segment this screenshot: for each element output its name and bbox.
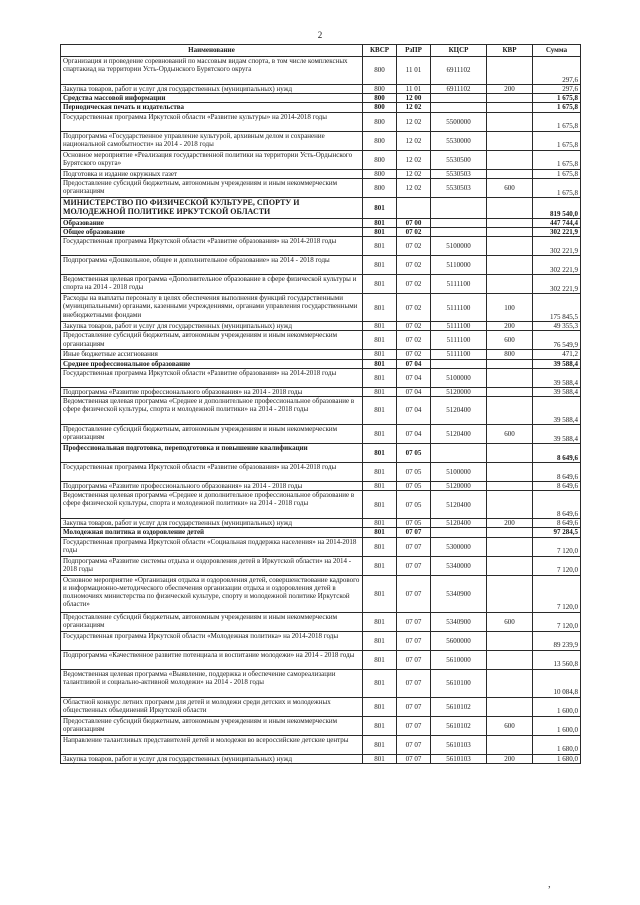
row-kcsr: 5340900 xyxy=(431,575,487,612)
row-rzpr: 07 07 xyxy=(397,631,431,650)
row-rzpr: 12 02 xyxy=(397,169,431,178)
row-name: Подпрограмма «Развитие профессионального образования» на 2014 - 2018 годы xyxy=(61,482,363,491)
row-name: Общее образование xyxy=(61,228,363,237)
row-name: Организация и проведение соревнований по массовым видам спорта, в том числе комплексных спартакиад на территории Усть-Ордынского Бурятского округа xyxy=(61,57,363,85)
row-rzpr: 11 01 xyxy=(397,85,431,94)
row-name: Подпрограмма «Развитие профессионального образования» на 2014 - 2018 годы xyxy=(61,387,363,396)
row-rzpr: 07 05 xyxy=(397,444,431,463)
row-kvsr: 801 xyxy=(363,716,397,735)
row-kvr xyxy=(487,387,533,396)
row-kcsr: 5100000 xyxy=(431,368,487,387)
table-row xyxy=(61,169,581,178)
row-kcsr: 5300000 xyxy=(431,537,487,556)
row-name: Основное мероприятие «Организация отдыха и оздоровления детей, совершенствование кадрового и информационно-методического обеспечения организации отдыха и оздоровления детей в полномочиях министерства по физической культуре, спорту и молодежной политике Иркутской области» xyxy=(61,575,363,612)
table-row xyxy=(61,575,581,612)
row-kvr xyxy=(487,444,533,463)
row-kvr xyxy=(487,631,533,650)
row-name: Периодическая печать и издательства xyxy=(61,103,363,112)
row-sum: 1 675,8 xyxy=(533,150,581,169)
row-kvr: 600 xyxy=(487,612,533,631)
row-name: Предоставление субсидий бюджетным, автономным учреждениям и иным некоммерческим организациям xyxy=(61,331,363,350)
row-name: Государственная программа Иркутской области «Развитие образования» на 2014-2018 годы xyxy=(61,368,363,387)
row-kcsr: 5120400 xyxy=(431,491,487,519)
row-kvr: 600 xyxy=(487,425,533,444)
row-sum: 471,2 xyxy=(533,350,581,359)
row-kcsr: 5111100 xyxy=(431,294,487,322)
row-kvr xyxy=(487,735,533,754)
row-kvr xyxy=(487,197,533,218)
row-name: Средства массовой информации xyxy=(61,94,363,103)
table-row xyxy=(61,463,581,482)
row-kvsr: 800 xyxy=(363,178,397,197)
row-name: Образование xyxy=(61,218,363,227)
scan-mark: , xyxy=(548,878,551,890)
row-sum: 175 845,5 xyxy=(533,294,581,322)
row-sum: 89 239,9 xyxy=(533,631,581,650)
row-sum: 1 675,8 xyxy=(533,169,581,178)
row-rzpr: 07 02 xyxy=(397,237,431,256)
table-row xyxy=(61,397,581,425)
table-row xyxy=(61,85,581,94)
row-rzpr: 07 05 xyxy=(397,463,431,482)
row-rzpr: 07 07 xyxy=(397,537,431,556)
row-name: Основное мероприятие «Реализация государственной политики на территории Усть-Ордынского Бурятского округа» xyxy=(61,150,363,169)
table-row xyxy=(61,94,581,103)
row-rzpr: 07 04 xyxy=(397,359,431,368)
row-kvr xyxy=(487,650,533,669)
row-rzpr: 07 04 xyxy=(397,397,431,425)
row-kvr xyxy=(487,275,533,294)
row-kvsr: 801 xyxy=(363,368,397,387)
row-rzpr: 12 00 xyxy=(397,94,431,103)
row-kvsr: 801 xyxy=(363,359,397,368)
table-row xyxy=(61,131,581,150)
table-body xyxy=(61,57,581,764)
row-rzpr xyxy=(397,197,431,218)
row-rzpr: 07 02 xyxy=(397,275,431,294)
row-kvsr: 801 xyxy=(363,275,397,294)
row-rzpr: 07 00 xyxy=(397,218,431,227)
row-kcsr: 5530000 xyxy=(431,131,487,150)
row-kvsr: 801 xyxy=(363,444,397,463)
page-number: 2 xyxy=(317,30,323,40)
row-rzpr: 12 02 xyxy=(397,103,431,112)
row-kvr: 100 xyxy=(487,294,533,322)
table-row xyxy=(61,482,581,491)
row-kcsr: 5610000 xyxy=(431,650,487,669)
row-sum: 7 120,0 xyxy=(533,612,581,631)
row-kcsr: 6911102 xyxy=(431,57,487,85)
row-name: Подпрограмма «Государственное управление культурой, архивным делом и сохранение национальной самобытности» на 2014 - 2018 годы xyxy=(61,131,363,150)
row-sum: 302 221,9 xyxy=(533,237,581,256)
row-kcsr xyxy=(431,359,487,368)
row-kvr xyxy=(487,556,533,575)
row-sum: 39 588,4 xyxy=(533,368,581,387)
row-name: Государственная программа Иркутской области «Развитие образования» на 2014-2018 годы xyxy=(61,463,363,482)
row-kcsr: 5100000 xyxy=(431,237,487,256)
row-kvsr: 801 xyxy=(363,331,397,350)
row-name: Предоставление субсидий бюджетным, автономным учреждениям и иным некоммерческим организациям xyxy=(61,425,363,444)
header-name: Наименование xyxy=(61,45,363,57)
row-kvr xyxy=(487,537,533,556)
table-header-row xyxy=(61,45,581,57)
row-kcsr xyxy=(431,197,487,218)
row-kcsr: 5610102 xyxy=(431,697,487,716)
row-name: Расходы на выплаты персоналу в целях обеспечения выполнения функций государственными (муниципальными) органами, казенными учреждениями, органами управления государственными внебюджетными фондами xyxy=(61,294,363,322)
row-name: Ведомственная целевая программа «Среднее и дополнительное профессиональное образование в сфере физической культуры, спорта и молодежной политики» на 2014 - 2018 годы xyxy=(61,397,363,425)
row-kcsr: 5100000 xyxy=(431,463,487,482)
row-name: Предоставление субсидий бюджетным, автономным учреждениям и иным некоммерческим организациям xyxy=(61,716,363,735)
row-kvsr: 801 xyxy=(363,528,397,537)
row-kvsr: 801 xyxy=(363,387,397,396)
table-row xyxy=(61,491,581,519)
table-row xyxy=(61,631,581,650)
row-rzpr: 07 05 xyxy=(397,482,431,491)
row-rzpr: 12 02 xyxy=(397,112,431,131)
row-kvsr: 800 xyxy=(363,169,397,178)
row-kcsr xyxy=(431,103,487,112)
row-kvr: 200 xyxy=(487,754,533,763)
row-sum: 1 680,0 xyxy=(533,735,581,754)
row-rzpr: 12 02 xyxy=(397,178,431,197)
row-name: Ведомственная целевая программа «Дополнительное образование в сфере физической культуры и спорта на 2014 - 2018 годы xyxy=(61,275,363,294)
row-sum: 8 649,6 xyxy=(533,519,581,528)
row-name: Государственная программа Иркутской области «Развитие культуры» на 2014-2018 годы xyxy=(61,112,363,131)
row-kcsr: 5610100 xyxy=(431,669,487,697)
header-sum: Сумма xyxy=(533,45,581,57)
table-row xyxy=(61,57,581,85)
row-sum: 1 675,8 xyxy=(533,112,581,131)
row-name: Предоставление субсидий бюджетным, автономным учреждениям и иным некоммерческим организациям xyxy=(61,178,363,197)
row-rzpr: 07 04 xyxy=(397,368,431,387)
row-sum: 39 588,4 xyxy=(533,359,581,368)
row-sum: 39 588,4 xyxy=(533,397,581,425)
table-row xyxy=(61,716,581,735)
table-row xyxy=(61,528,581,537)
row-rzpr: 07 07 xyxy=(397,650,431,669)
row-kvsr: 800 xyxy=(363,94,397,103)
row-kvsr: 801 xyxy=(363,754,397,763)
row-sum: 49 355,3 xyxy=(533,322,581,331)
row-name: Направление талантливых представителей детей и молодежи во всероссийские детские центры xyxy=(61,735,363,754)
row-name: Ведомственная целевая программа «Выявление, поддержка и обеспечение самореализации талантливой и социально-активной молодежи» на 2014 - 2018 годы xyxy=(61,669,363,697)
row-name: Подпрограмма «Развитие системы отдыха и оздоровления детей в Иркутской области» на 2014 - 2018 годы xyxy=(61,556,363,575)
row-kvr: 800 xyxy=(487,350,533,359)
row-kvsr: 800 xyxy=(363,131,397,150)
row-kvsr: 800 xyxy=(363,103,397,112)
row-sum: 302 221,9 xyxy=(533,228,581,237)
row-name: Закупка товаров, работ и услуг для государственных (муниципальных) нужд xyxy=(61,754,363,763)
row-kvsr: 801 xyxy=(363,537,397,556)
row-kvr xyxy=(487,697,533,716)
table-row xyxy=(61,669,581,697)
row-rzpr: 07 07 xyxy=(397,735,431,754)
row-kvsr: 801 xyxy=(363,612,397,631)
table-row xyxy=(61,387,581,396)
row-rzpr: 07 04 xyxy=(397,387,431,396)
row-kvr xyxy=(487,94,533,103)
row-rzpr: 07 07 xyxy=(397,697,431,716)
table-row xyxy=(61,754,581,763)
row-rzpr: 07 07 xyxy=(397,754,431,763)
row-kcsr: 5500000 xyxy=(431,112,487,131)
row-rzpr: 07 02 xyxy=(397,322,431,331)
row-sum: 8 649,6 xyxy=(533,491,581,519)
row-kvsr: 801 xyxy=(363,556,397,575)
row-rzpr: 07 07 xyxy=(397,716,431,735)
row-sum: 1 675,8 xyxy=(533,178,581,197)
row-kvsr: 801 xyxy=(363,463,397,482)
row-kvr xyxy=(487,103,533,112)
row-sum: 1 675,8 xyxy=(533,103,581,112)
row-kvsr: 801 xyxy=(363,237,397,256)
table-row xyxy=(61,178,581,197)
table-row xyxy=(61,697,581,716)
table-row xyxy=(61,112,581,131)
row-kcsr: 5120400 xyxy=(431,397,487,425)
row-name: Среднее профессиональное образование xyxy=(61,359,363,368)
row-kcsr: 5120400 xyxy=(431,519,487,528)
row-kcsr: 5530500 xyxy=(431,150,487,169)
row-kvsr: 800 xyxy=(363,150,397,169)
row-kvr xyxy=(487,169,533,178)
row-rzpr: 12 02 xyxy=(397,131,431,150)
row-kcsr: 5120000 xyxy=(431,482,487,491)
row-rzpr: 07 02 xyxy=(397,350,431,359)
row-kcsr xyxy=(431,528,487,537)
row-name: Закупка товаров, работ и услуг для государственных (муниципальных) нужд xyxy=(61,322,363,331)
row-name: Иные бюджетные ассигнования xyxy=(61,350,363,359)
table-row xyxy=(61,612,581,631)
row-sum: 13 560,8 xyxy=(533,650,581,669)
row-kvsr: 801 xyxy=(363,519,397,528)
row-kvr: 600 xyxy=(487,716,533,735)
row-sum: 447 744,4 xyxy=(533,218,581,227)
row-kvr xyxy=(487,218,533,227)
row-kvsr: 800 xyxy=(363,57,397,85)
table-row xyxy=(61,218,581,227)
row-name: Предоставление субсидий бюджетным, автономным учреждениям и иным некоммерческим организациям xyxy=(61,612,363,631)
row-kvr: 200 xyxy=(487,322,533,331)
row-kvsr: 801 xyxy=(363,575,397,612)
row-name: Подготовка и издание окружных газет xyxy=(61,169,363,178)
row-kvr xyxy=(487,150,533,169)
table-row xyxy=(61,103,581,112)
row-kvr: 600 xyxy=(487,178,533,197)
table-row xyxy=(61,537,581,556)
row-kcsr: 5110000 xyxy=(431,256,487,275)
row-kvr xyxy=(487,237,533,256)
row-kvr xyxy=(487,463,533,482)
table-row xyxy=(61,359,581,368)
row-kvsr: 801 xyxy=(363,697,397,716)
row-name: Подпрограмма «Дошкольное, общее и дополнительное образование» на 2014 - 2018 годы xyxy=(61,256,363,275)
row-sum: 97 284,5 xyxy=(533,528,581,537)
table-row xyxy=(61,228,581,237)
table-row xyxy=(61,444,581,463)
table-row xyxy=(61,556,581,575)
row-name: Областной конкурс летних программ для детей и молодежи среди детских и молодежных общественных объединений Иркутской области xyxy=(61,697,363,716)
row-rzpr: 07 07 xyxy=(397,575,431,612)
row-rzpr: 07 02 xyxy=(397,256,431,275)
table-row xyxy=(61,519,581,528)
row-sum: 7 120,0 xyxy=(533,556,581,575)
row-name: Государственная программа Иркутской области «Молодежная политика» на 2014-2018 годы xyxy=(61,631,363,650)
row-kvr xyxy=(487,528,533,537)
row-kcsr xyxy=(431,94,487,103)
row-kcsr: 5111100 xyxy=(431,331,487,350)
row-rzpr: 07 02 xyxy=(397,294,431,322)
row-sum: 1 600,0 xyxy=(533,697,581,716)
row-name: Молодежная политика и оздоровление детей xyxy=(61,528,363,537)
table-row xyxy=(61,425,581,444)
row-kvr xyxy=(487,228,533,237)
table-row xyxy=(61,197,581,218)
row-kcsr xyxy=(431,444,487,463)
row-kvsr: 801 xyxy=(363,491,397,519)
row-kcsr: 5610103 xyxy=(431,735,487,754)
row-kcsr: 5111100 xyxy=(431,275,487,294)
row-rzpr: 07 07 xyxy=(397,556,431,575)
row-kvsr: 801 xyxy=(363,425,397,444)
row-kvr xyxy=(487,57,533,85)
row-rzpr: 07 02 xyxy=(397,228,431,237)
row-kvsr: 800 xyxy=(363,85,397,94)
row-kvsr: 801 xyxy=(363,218,397,227)
row-kvsr: 801 xyxy=(363,669,397,697)
row-sum: 8 649,6 xyxy=(533,463,581,482)
row-kcsr: 5600000 xyxy=(431,631,487,650)
row-kvsr: 801 xyxy=(363,228,397,237)
row-kvr xyxy=(487,368,533,387)
row-kvsr: 801 xyxy=(363,735,397,754)
row-sum: 1 680,0 xyxy=(533,754,581,763)
row-sum: 39 588,4 xyxy=(533,425,581,444)
row-kvr xyxy=(487,575,533,612)
table-row xyxy=(61,350,581,359)
row-kvr xyxy=(487,669,533,697)
row-rzpr: 07 05 xyxy=(397,491,431,519)
row-kcsr xyxy=(431,228,487,237)
row-kvsr: 800 xyxy=(363,112,397,131)
row-sum: 8 649,6 xyxy=(533,482,581,491)
row-sum: 10 084,8 xyxy=(533,669,581,697)
row-name: Подпрограмма «Качественное развитие потенциала и воспитание молодежи» на 2014 - 2018 годы xyxy=(61,650,363,669)
table-row xyxy=(61,150,581,169)
row-kvr xyxy=(487,397,533,425)
table-row xyxy=(61,331,581,350)
table-row xyxy=(61,294,581,322)
row-sum: 302 221,9 xyxy=(533,256,581,275)
row-name: Профессиональная подготовка, переподготовка и повышение квалификации xyxy=(61,444,363,463)
row-sum: 297,6 xyxy=(533,57,581,85)
row-kcsr: 5111100 xyxy=(431,350,487,359)
row-kcsr: 5111100 xyxy=(431,322,487,331)
row-kcsr: 6911102 xyxy=(431,85,487,94)
budget-table xyxy=(60,44,581,764)
row-kvr xyxy=(487,491,533,519)
row-sum: 8 649,6 xyxy=(533,444,581,463)
row-name: Закупка товаров, работ и услуг для государственных (муниципальных) нужд xyxy=(61,85,363,94)
row-sum: 1 675,8 xyxy=(533,94,581,103)
row-kcsr xyxy=(431,218,487,227)
row-rzpr: 07 07 xyxy=(397,528,431,537)
row-kvsr: 801 xyxy=(363,397,397,425)
row-kcsr: 5340000 xyxy=(431,556,487,575)
row-kvsr: 801 xyxy=(363,631,397,650)
table-row xyxy=(61,322,581,331)
row-sum: 7 120,0 xyxy=(533,575,581,612)
table-row xyxy=(61,275,581,294)
row-name: МИНИСТЕРСТВО ПО ФИЗИЧЕСКОЙ КУЛЬТУРЕ, СПОРТУ И МОЛОДЕЖНОЙ ПОЛИТИКЕ ИРКУТСКОЙ ОБЛАСТИ xyxy=(61,197,363,218)
row-kcsr: 5120400 xyxy=(431,425,487,444)
row-kcsr: 5120000 xyxy=(431,387,487,396)
row-sum: 76 549,9 xyxy=(533,331,581,350)
row-name: Закупка товаров, работ и услуг для государственных (муниципальных) нужд xyxy=(61,519,363,528)
row-rzpr: 07 07 xyxy=(397,612,431,631)
table-row xyxy=(61,237,581,256)
row-sum: 39 588,4 xyxy=(533,387,581,396)
row-rzpr: 07 04 xyxy=(397,425,431,444)
row-sum: 297,6 xyxy=(533,85,581,94)
row-kvsr: 801 xyxy=(363,197,397,218)
row-kvsr: 801 xyxy=(363,482,397,491)
row-kvsr: 801 xyxy=(363,256,397,275)
row-name: Государственная программа Иркутской области «Развитие образования» на 2014-2018 годы xyxy=(61,237,363,256)
budget-table-container xyxy=(60,44,580,764)
row-kvr xyxy=(487,112,533,131)
table-row xyxy=(61,368,581,387)
row-kcsr: 5610102 xyxy=(431,716,487,735)
row-kvsr: 801 xyxy=(363,322,397,331)
row-kvsr: 801 xyxy=(363,350,397,359)
row-sum: 1 600,0 xyxy=(533,716,581,735)
row-kvr xyxy=(487,131,533,150)
header-kcsr: КЦСР xyxy=(431,45,487,57)
row-sum: 302 221,9 xyxy=(533,275,581,294)
row-sum: 819 540,0 xyxy=(533,197,581,218)
row-kvr: 200 xyxy=(487,85,533,94)
row-rzpr: 12 02 xyxy=(397,150,431,169)
table-row xyxy=(61,256,581,275)
row-kvr xyxy=(487,359,533,368)
table-row xyxy=(61,735,581,754)
row-rzpr: 07 05 xyxy=(397,519,431,528)
row-name: Государственная программа Иркутской области «Социальная поддержка населения» на 2014-2018 годы xyxy=(61,537,363,556)
row-kvr: 600 xyxy=(487,331,533,350)
row-kvr: 200 xyxy=(487,519,533,528)
row-kvr xyxy=(487,482,533,491)
row-kcsr: 5530503 xyxy=(431,178,487,197)
row-kvsr: 801 xyxy=(363,650,397,669)
row-kvr xyxy=(487,256,533,275)
table-row xyxy=(61,650,581,669)
row-kcsr: 5610103 xyxy=(431,754,487,763)
row-rzpr: 07 07 xyxy=(397,669,431,697)
row-kcsr: 5530503 xyxy=(431,169,487,178)
row-rzpr: 07 02 xyxy=(397,331,431,350)
header-kvsr: КВСР xyxy=(363,45,397,57)
row-sum: 7 120,0 xyxy=(533,537,581,556)
header-kvr: КВР xyxy=(487,45,533,57)
row-kvsr: 801 xyxy=(363,294,397,322)
row-name: Ведомственная целевая программа «Среднее и дополнительное профессиональное образование в сфере физической культуры, спорта и молодежной политики» на 2014 - 2018 годы xyxy=(61,491,363,519)
row-kcsr: 5340900 xyxy=(431,612,487,631)
row-rzpr: 11 01 xyxy=(397,57,431,85)
row-sum: 1 675,8 xyxy=(533,131,581,150)
header-rzpr: РзПР xyxy=(397,45,431,57)
